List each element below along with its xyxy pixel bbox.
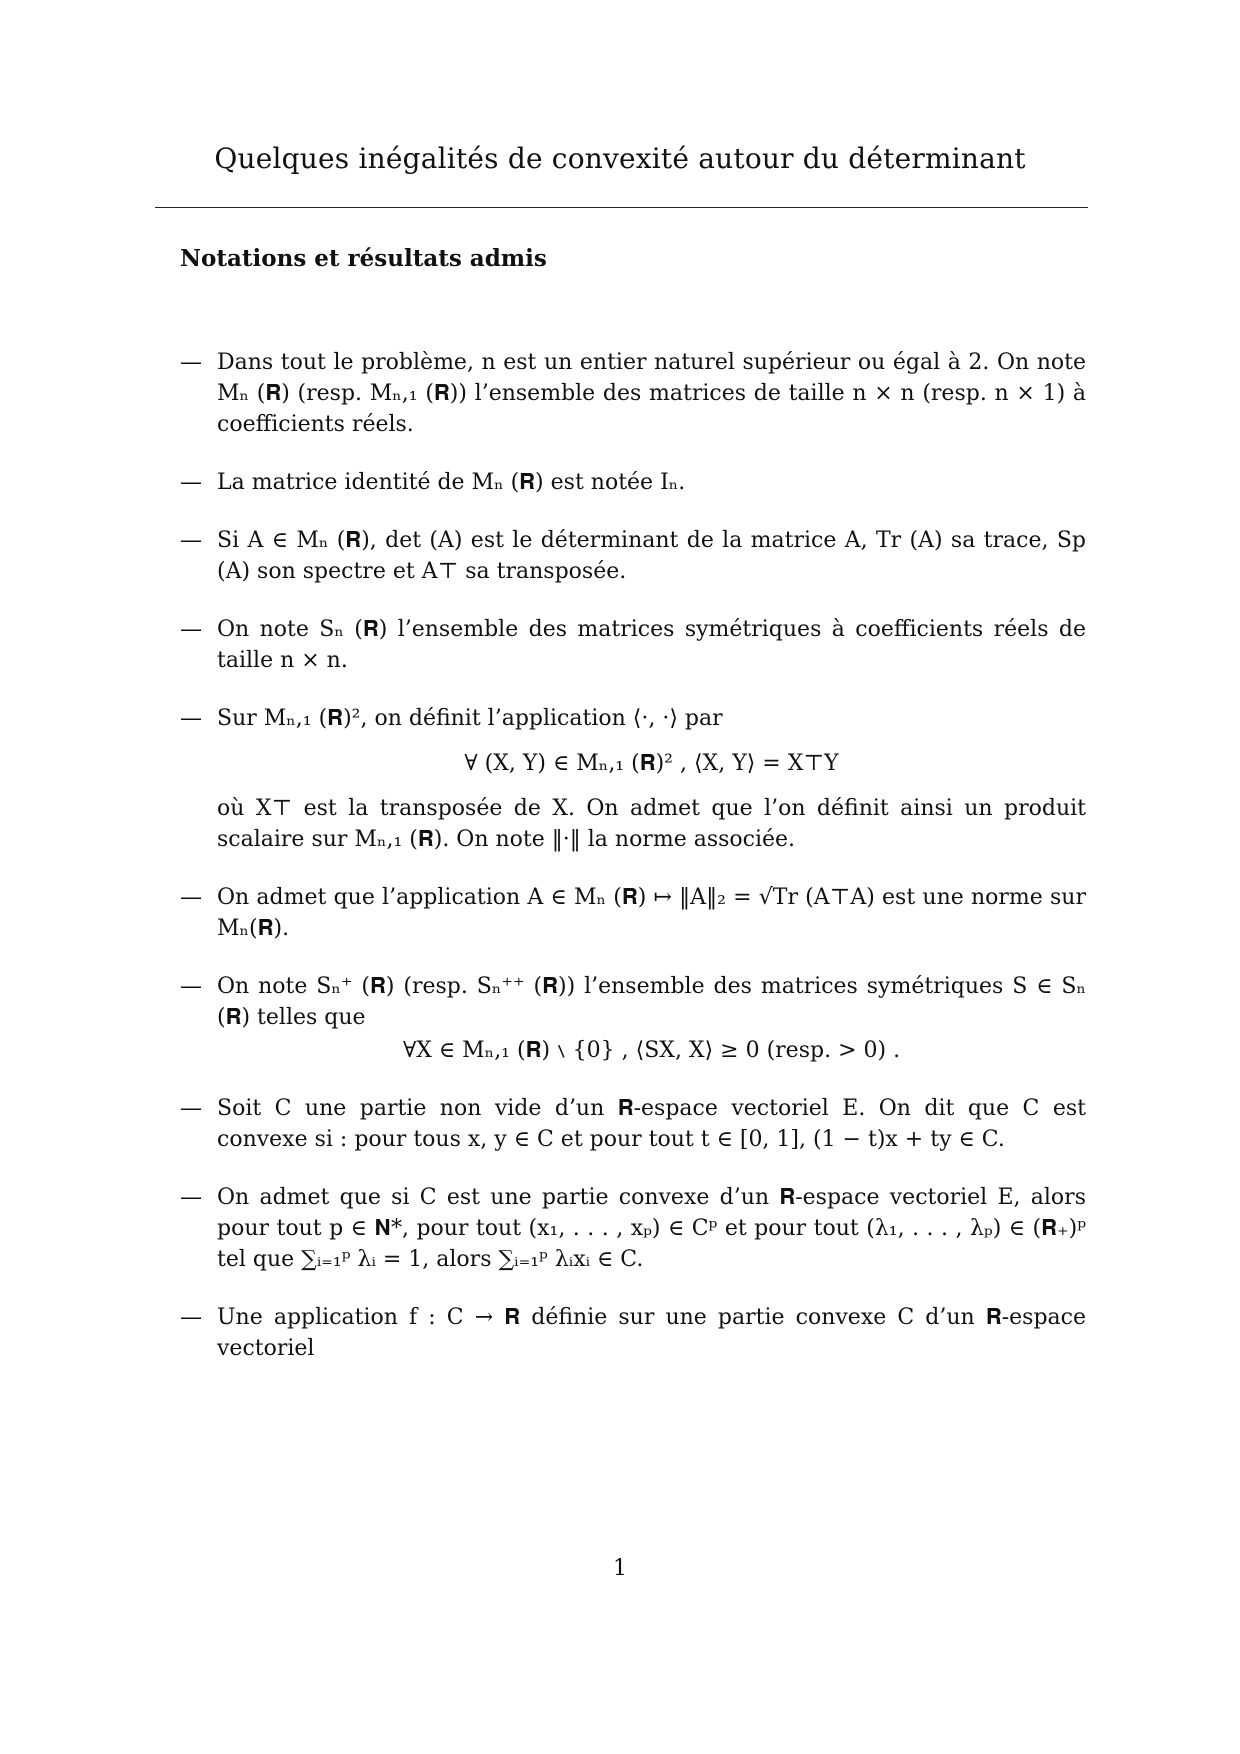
notation-list: [180, 347, 1086, 1364]
bullet-dash: —: [180, 617, 202, 642]
bullet-dash: —: [180, 350, 202, 375]
list-item: [180, 525, 1086, 587]
list-item: [180, 1302, 1086, 1364]
bullet-dash: —: [180, 1096, 202, 1121]
list-item: [180, 614, 1086, 676]
item-text: On note Sₙ (𝐑) l’ensemble des matrices symétriques à coefficients réels de taille n × n.: [217, 617, 1086, 673]
list-item: [180, 467, 1086, 498]
page-number: 1: [613, 1556, 627, 1581]
item-text: On admet que l’application A ∈ Mₙ (𝐑) ↦ ‖A‖₂ = √Tr (A⊤A) est une norme sur Mₙ(𝐑).: [217, 885, 1086, 941]
list-item: [180, 882, 1086, 944]
list-item: [180, 1182, 1086, 1275]
bullet-dash: —: [180, 1305, 202, 1330]
item-text: Dans tout le problème, n est un entier naturel supérieur ou égal à 2. On note Mₙ (𝐑) (resp. Mₙ,₁ (𝐑)) l’ensemble des matrices de taille n × n (resp. n × 1) à coefficients réels.: [217, 350, 1086, 437]
item-text: Une application f : C → 𝐑 définie sur une partie convexe C d’un 𝐑-espace vectoriel: [217, 1305, 1086, 1361]
bullet-dash: —: [180, 706, 202, 731]
title-rule: [155, 207, 1088, 208]
bullet-dash: —: [180, 470, 202, 495]
bullet-dash: —: [180, 974, 202, 999]
display-equation: ∀ (X, Y) ∈ Mₙ,₁ (𝐑)² , ⟨X, Y⟩ = X⊤Y: [464, 751, 839, 776]
item-text: Soit C une partie non vide d’un 𝐑-espace vectoriel E. On dit que C est convexe si : pour tous x, y ∈ C et pour tout t ∈ [0, 1], (1 − t)x + ty ∈ C.: [217, 1096, 1086, 1152]
list-item: [180, 347, 1086, 440]
list-item: [180, 703, 1086, 855]
item-text: Si A ∈ Mₙ (𝐑), det (A) est le déterminant de la matrice A, Tr (A) sa trace, Sp (A) son spectre et A⊤ sa transposée.: [217, 528, 1086, 584]
display-equation: ∀X ∈ Mₙ,₁ (𝐑) ∖ {0} , ⟨SX, X⟩ ≥ 0 (resp. > 0) .: [402, 1038, 901, 1063]
item-text: On admet que si C est une partie convexe d’un 𝐑-espace vectoriel E, alors pour tout p ∈ 𝐍*, pour tout (x₁, . . . , xₚ) ∈ Cᵖ et pour tout (λ₁, . . . , λₚ) ∈ (𝐑₊)ᵖ tel que ∑ᵢ₌₁ᵖ λᵢ = 1, alors ∑ᵢ₌₁ᵖ λᵢxᵢ ∈ C.: [217, 1185, 1086, 1272]
bullet-dash: —: [180, 885, 202, 910]
section-heading: Notations et résultats admis: [180, 245, 547, 272]
item-text: On note Sₙ⁺ (𝐑) (resp. Sₙ⁺⁺ (𝐑)) l’ensemble des matrices symétriques S ∈ Sₙ (𝐑) telles que: [217, 974, 1086, 1030]
item-text-continued: où X⊤ est la transposée de X. On admet que l’on définit ainsi un produit scalaire sur Mₙ,₁ (𝐑). On note ‖·‖ la norme associée.: [217, 796, 1086, 852]
bullet-dash: —: [180, 528, 202, 553]
document-title: Quelques inégalités de convexité autour du déterminant: [214, 142, 1026, 175]
list-item: [180, 971, 1086, 1066]
bullet-dash: —: [180, 1185, 202, 1210]
item-text: Sur Mₙ,₁ (𝐑)², on définit l’application ⟨·, ·⟩ par: [217, 706, 723, 731]
list-item: [180, 1093, 1086, 1155]
item-text: La matrice identité de Mₙ (𝐑) est notée Iₙ.: [217, 470, 686, 495]
